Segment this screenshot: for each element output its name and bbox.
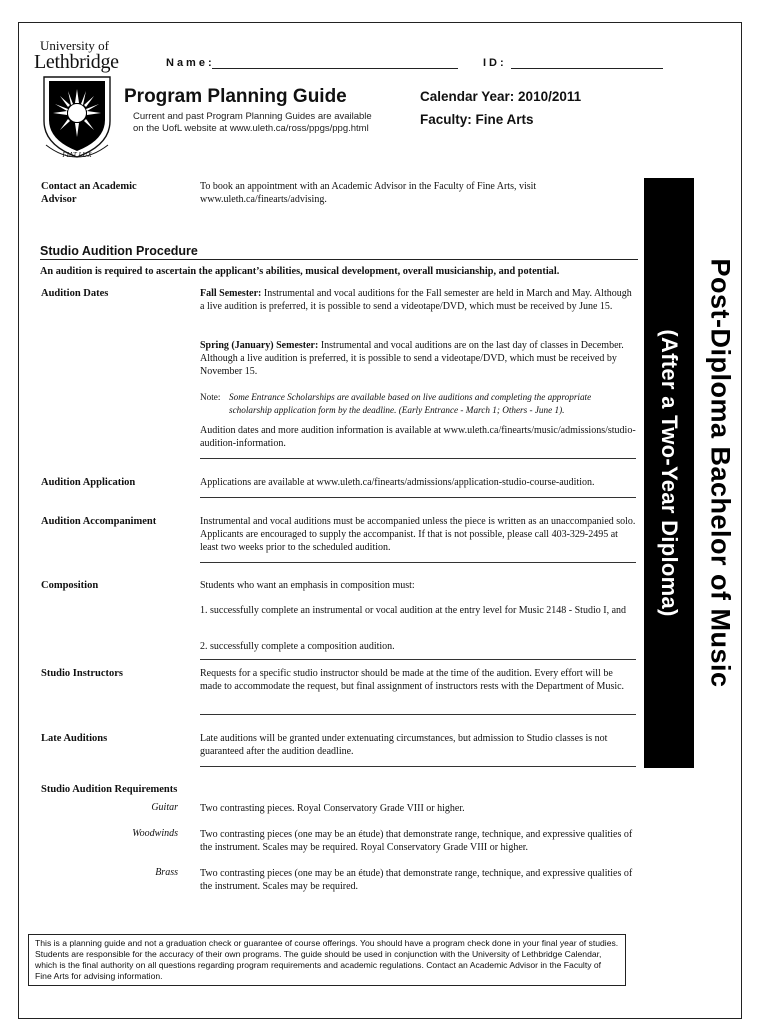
fall-semester-text [200,287,636,313]
divider [200,714,636,715]
composition-label: Composition [41,580,99,591]
disclaimer-box: This is a planning guide and not a graduation check or guarantee of course offerings. You should have a program check done in your final year of studies. Students are responsible for the accuracy of their own programs. The guide should be used in conjunction with the University of Lethbridge Calendar, which is the final authority on all questions regarding program requirements and academic regulations. Contact an Academic Advisor in the Faculty of Fine Arts for advising information. [28,934,626,986]
procedure-heading: Studio Audition Procedure [40,244,198,258]
audition-accompaniment-text: Instrumental and vocal auditions must be accompanied unless the piece is written as an unaccompanied solo. Applicants are encouraged to supply the accompanist. If that is not possible, please call 403-329-2495 at least two weeks prior to the scheduled audition. [200,516,636,553]
procedure-intro: An audition is required to ascertain the applicant’s abilities, musical development, overall musicianship, and potential. [40,266,560,277]
seal-motto: FIAT LUX [62,151,92,159]
requirement-instrument-guitar: Guitar [151,802,178,813]
studio-instructors-label: Studio Instructors [41,668,123,679]
audition-application-text: Applications are available at www.uleth.ca/finearts/admissions/application-studio-course-audition. [200,477,595,488]
requirements-heading: Studio Audition Requirements [41,784,178,795]
divider [200,562,636,563]
calendar-year: Calendar Year: 2010/2011 [420,89,582,104]
name-field[interactable] [212,68,458,69]
id-label: ID: [483,57,507,69]
id-field[interactable] [511,68,663,69]
requirement-text-brass: Two contrasting pieces (one may be an étude) that demonstrate range, technique, and expressive qualities of the instrument. Scales may be required. [200,868,633,892]
audition-info-text: Audition dates and more audition information is available at www.uleth.ca/finearts/music/admissions/studio-audition-information. [200,425,636,449]
university-name-line2: Lethbridge [34,51,119,73]
scholarship-note [200,391,636,417]
composition-intro: Students who want an emphasis in composition must: [200,580,415,591]
faculty: Faculty: Fine Arts [420,112,534,127]
page-title: Program Planning Guide [124,86,347,107]
procedure-divider [40,259,638,260]
late-auditions-text: Late auditions will be granted under extenuating circumstances, but admission to Studio classes is not guaranteed after the audition deadline. [200,733,608,757]
requirement-instrument-woodwinds: Woodwinds [132,828,178,839]
university-name-line1: University of [40,38,109,53]
requirement-instrument-brass: Brass [155,867,178,878]
composition-item-1: 1. successfully complete an instrumental or vocal audition at the entry level for Music 2148 - Studio I, and [200,605,627,616]
studio-instructors-text: Requests for a specific studio instructor should be made at the time of the audition. Every effort will be made to accommodate the request, but final assignment of instructors rests with the Department of Music. [200,668,625,692]
note-label: Note: [200,392,221,402]
composition-item-2: 2. successfully complete a composition audition. [200,641,395,652]
divider [200,458,636,459]
late-auditions-label: Late Auditions [41,733,108,744]
divider [200,497,636,498]
contact-advisor-text: To book an appointment with an Academic Advisor in the Faculty of Fine Arts, visit www.uleth.ca/finearts/advising. [200,181,537,205]
program-subtitle-vertical: (After a Two-Year Diploma) [657,329,682,617]
divider [200,766,636,767]
guide-availability-note: Current and past Program Planning Guides are available on the UofL website at www.uleth.ca/ross/ppgs/ppg.html [133,111,372,134]
spring-semester-text [200,339,636,378]
divider [200,659,636,660]
program-title-vertical: Post-Diploma Bachelor of Music [705,258,736,688]
requirement-text-woodwinds: Two contrasting pieces (one may be an étude) that demonstrate range, technique, and expressive qualities of the instrument. Scales may be required. Royal Conservatory Grade VIII or higher. [200,829,633,853]
note-text: Some Entrance Scholarships are available based on live auditions and completing the appropriate scholarship application form by the deadline. (Early Entrance - March 1; Others - June 1). [229,392,592,415]
spring-semester-body: Instrumental and vocal auditions are on the last day of classes in December. Although a live audition is preferred, it is possible to send a videotape/DVD, which must be received by November 15. [200,340,624,377]
audition-accompaniment-label: Audition Accompaniment [41,516,157,527]
audition-dates-label: Audition Dates [41,288,109,299]
contact-advisor-label: Contact an Academic Advisor [41,181,137,205]
audition-application-label: Audition Application [41,477,136,488]
spring-semester-label: Spring (January) Semester: [200,340,319,351]
requirement-text-guitar: Two contrasting pieces. Royal Conservatory Grade VIII or higher. [200,803,465,814]
fall-semester-body: Instrumental and vocal auditions for the Fall semester are held in March and May. Although a live audition is preferred, it is possible to send a videotape/DVD, which must be received by June 15. [200,288,632,312]
university-seal-icon [38,73,116,163]
fall-semester-label: Fall Semester: [200,288,262,299]
name-label: Name: [166,57,215,69]
